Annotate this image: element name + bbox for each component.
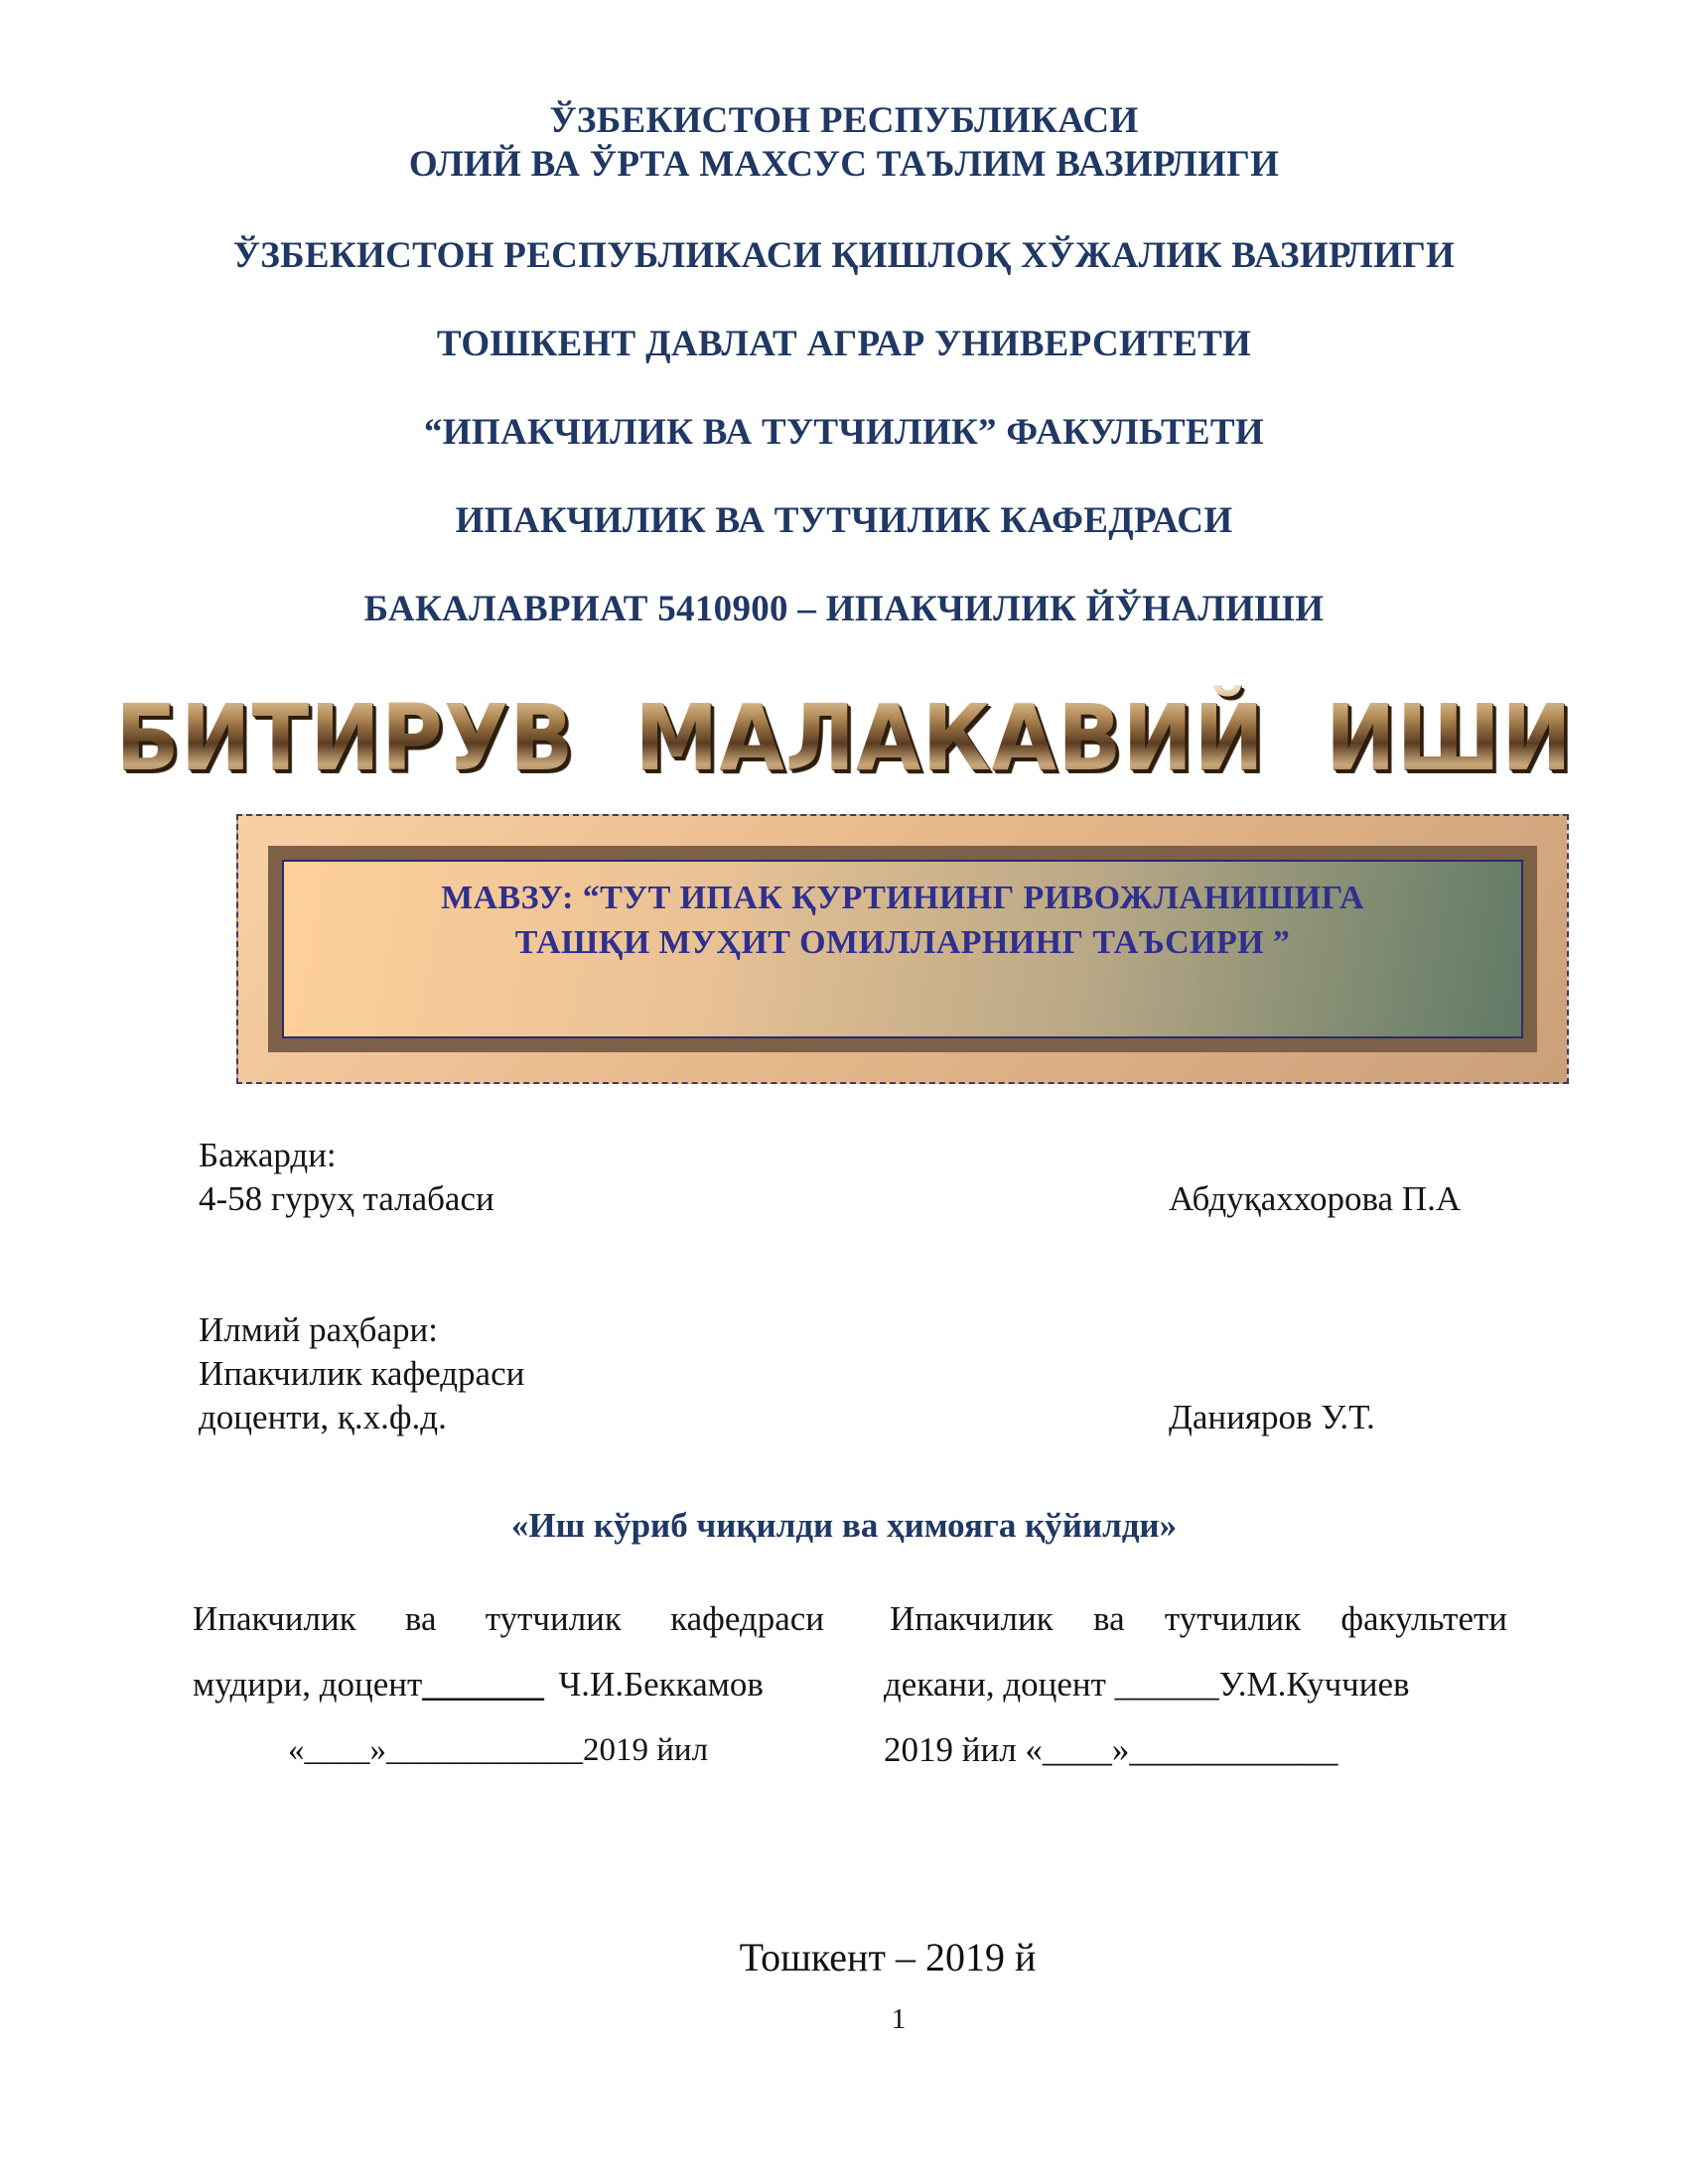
- author-block: [199, 1134, 494, 1221]
- approval-left-date: «____»____________2019 йил: [288, 1732, 709, 1768]
- header-program: БАКАЛАВРИАТ 5410900 – ИПАКЧИЛИК ЙЎНАЛИШИ: [363, 589, 1325, 629]
- approval-right-name: У.М.Куччиев: [1218, 1665, 1410, 1704]
- approval-right-line1: Ипакчилик ва тутчилик факультети: [890, 1599, 1507, 1638]
- header-line-2: ОЛИЙ ВА ЎРТА МАХСУС ТАЪЛИМ ВАЗИРЛИГИ: [408, 144, 1280, 185]
- approval-left-signature: [193, 1586, 824, 1783]
- topic-line-1: МАВЗУ: “ТУТ ИПАК ҚУРТИНИНГ РИВОЖЛАНИШИГА: [441, 880, 1364, 916]
- header-ministry-education: [0, 99, 1688, 187]
- page-number: 1: [891, 2003, 907, 2035]
- header-ministry-agriculture: ЎЗБЕКИСТОН РЕСПУБЛИКАСИ ҚИШЛОҚ ХЎЖАЛИК ВАЗИРЛИГИ: [232, 235, 1456, 276]
- author-group: 4-58 гуруҳ талабаси: [199, 1179, 494, 1218]
- header-university: ТОШКЕНТ ДАВЛАТ АГРАР УНИВЕРСИТЕТИ: [436, 324, 1252, 364]
- header-department: ИПАКЧИЛИК ВА ТУТЧИЛИК КАФЕДРАСИ: [455, 500, 1233, 541]
- topic-frame: [236, 814, 1569, 1084]
- city-year: Тошкент – 2019 й: [739, 1935, 1037, 1979]
- approval-right-date: 2019 йил «____»____________: [884, 1730, 1338, 1769]
- work-title-wordart: БИТИРУВ МАЛАКАВИЙ ИШИ: [68, 685, 1620, 791]
- approval-right-signature: [884, 1586, 1507, 1783]
- supervisor-position: доценти, қ.х.ф.д.: [199, 1398, 447, 1436]
- author-name: Абдуқаххорова П.А: [1169, 1179, 1462, 1218]
- approval-left-signature-blank: _______: [422, 1665, 544, 1704]
- approval-right-role-line: [884, 1652, 1507, 1717]
- approval-left-line1: Ипакчилик ва тутчилик кафедраси: [193, 1599, 824, 1638]
- supervisor-block: [199, 1308, 524, 1439]
- approval-left-role-line: [193, 1652, 824, 1717]
- supervisor-dept: Ипакчилик кафедраси: [199, 1354, 525, 1393]
- topic-line-2: ТАШҚИ МУҲИТ ОМИЛЛАРНИНГ ТАЪСИРИ ”: [514, 924, 1291, 961]
- author-label: Бажарди:: [199, 1136, 337, 1174]
- header-faculty: “ИПАКЧИЛИК ВА ТУТЧИЛИК” ФАКУЛЬТЕТИ: [424, 412, 1264, 453]
- approval-left-name: Ч.И.Беккамов: [549, 1665, 764, 1704]
- supervisor-name: Данияров У.Т.: [1169, 1398, 1375, 1436]
- header-line-1: ЎЗБЕКИСТОН РЕСПУБЛИКАСИ: [549, 100, 1139, 141]
- approval-right-signature-blank: ______: [1114, 1665, 1219, 1704]
- approval-heading: «Иш кўриб чиқилди ва ҳимояга қўйилди»: [510, 1506, 1178, 1545]
- approval-left-role: мудири, доцент: [193, 1665, 423, 1704]
- approval-right-role: декани, доцент: [884, 1665, 1115, 1704]
- topic-panel: [282, 860, 1523, 1038]
- topic-frame-bevel: [268, 846, 1537, 1052]
- supervisor-label: Илмий раҳбари:: [199, 1310, 438, 1349]
